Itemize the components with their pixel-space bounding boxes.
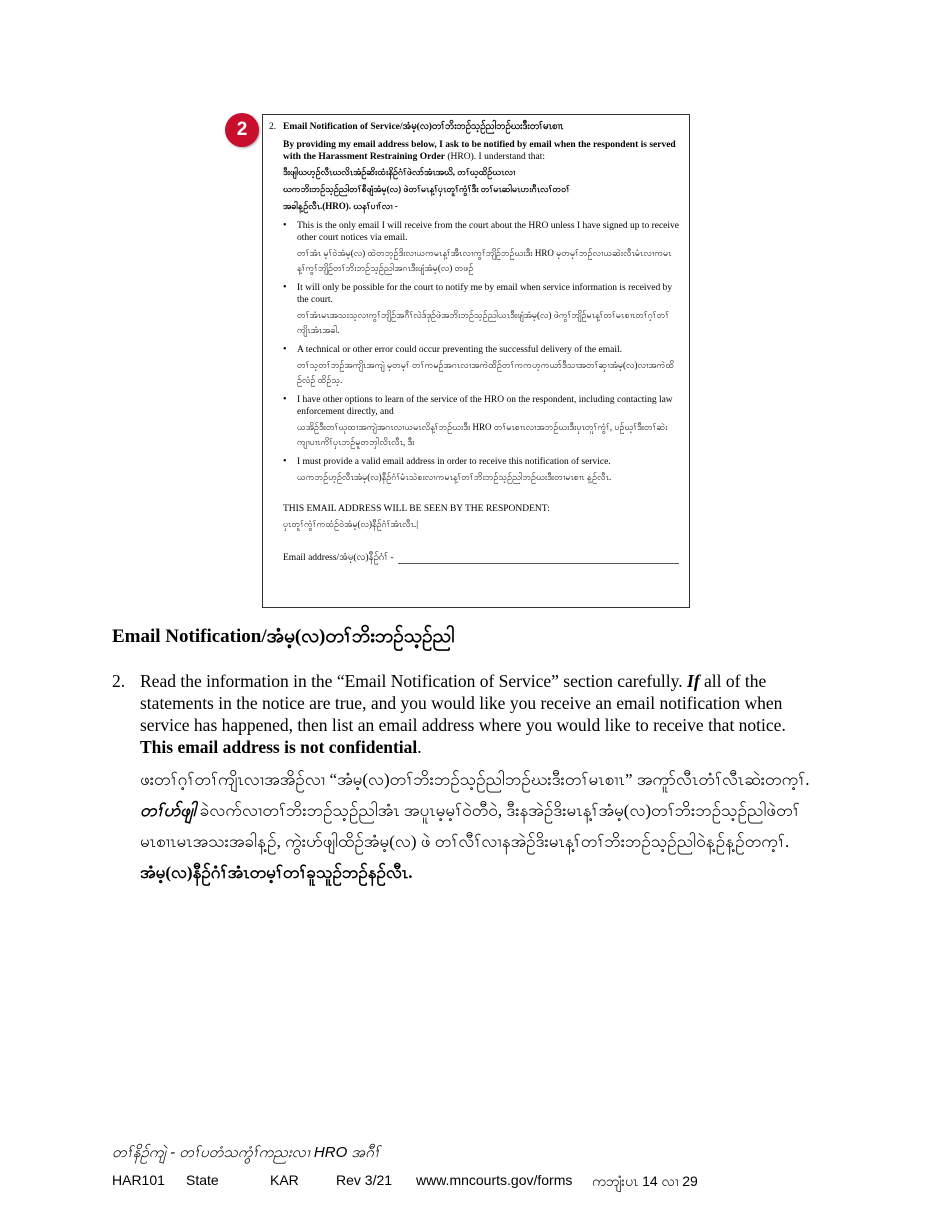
footer-form-code: HAR101 [112, 1172, 165, 1188]
form-heading: 2. Email Notification of Service/အံမ့(လ)တၢ်ဘိးဘဉ်သ့ဉ်ညါဘဉ်ဃးဒီးတၢ်မၤစၢၤ [269, 122, 564, 132]
step-badge: 2 [225, 113, 259, 147]
form-bullet: • I must provide a valid email address in order to receive this notification of service. ယကဘဉ်ဟ့ဉ်လီၤအံမ့(လ)နီဉ်ဂံၢ်မံၤသဲစးလၢကမၤန့ၢ်တၢ်ဘိးဘဉ်သ့ဉ်ညါဘဉ်ဃးဒီးတၢမၤစၢၤ န့ဉ်လီၤ. [297, 456, 679, 485]
footer-title: တၢ်နိဉ်ကျဲ - တၢ်ပတံသကွံၢ်ကညးလၢ HRO အဂီၢ် [112, 1144, 381, 1161]
instruction-karen: ဖးတၢ်ဂ့ၢ်တၢ်ကျိၤလၢအအိဉ်လၢ “အံမ့(လ)တၢ်ဘိးဘဉ်သ့ဉ်ညါဘဉ်ဃးဒီးတၢ်မၤစၢၤ” အကူာ်လီၤတံၢ်လီၤဆဲးတက့ၢ်. တၢ်ဟ်ဖျါ ခဲလက်လၢတၢ်ဘိးဘဉ်သ့ဉ်ညါအံၤ အပူၤမ့မ့ၢ်ဝဲတီဝဲ, ဒီးနအဲဉ်ဒိးမၤန့ၢ်အံမ့(လ)တၢ်ဘိးဘဉ်သ့ဉ်ညါဖဲတၢ်မၤစၢၤမၤအသးအခါန့ဉ်, ကွဲးဟ်ဖျါထိဉ်အံမ့(လ) ဖဲ တၢ်လီၢ်လၢနအဲဉ်ဒိးမၤန့ၢ်တၢ်ဘိးဘဉ်သ့ဉ်ညါဝဲန့ဉ်န့ဉ်တက့ၢ်. အံမ့(လ)နီဉ်ဂံၢ်အံၤတမ့ၢ်တၢ်ခူသူဉ်ဘဉ်နဉ်လီၤ. [140, 770, 810, 882]
instruction-item [112, 670, 812, 888]
form-intro: By providing my email address below, I ask to be notified by email when the respondent is served with the Harassment Restraining Order (HRO). I understand that: ဒီးဖျါဃဟ့ဉ်လီၤဃလိၤအံဉ်ဆိးထံးနိဉ်ဂံၢ်ဖဲလာ်အံၤအဃိ, တၢ်ဃ့ထိဉ်ဃၤလၢ ဃကဘိးဘဉ်သ့ဉ်ညါတၢ်စီဖျံအံမ့(လ) ဖဲတၢ်မၤန့ၢ်ပှၤတူၢ်ကွံၢ်ဒီး တၢ်မၤဆါမၤဟးဂီၤလၢ်တ၀ၢ် အခါန့ဉ်လီၤ.(HRO). ဃနၢ်ပၢၢ်လၢ - [283, 140, 676, 211]
email-address-field [283, 552, 679, 564]
form-bullet: • I have other options to learn of the service of the HRO on the respondent, including contacting law enforcement directly, and ယအိဉ်ဒီးတၢ်ဃုထၢအကျဲအဂၤလၢယမၤလိန့ၢ်ဘဉ်ဃးဒီး HRO တၢ်မၤစၢၤလၢအဘဉ်ဃးဒီးပှၤတူၢ်ကွံၢ်, ပဉ်ဃ့ၢ်ဒီးတၢ်ဆဲးကျၢပၢၤကိၢ်ပှၤဘဉ်မူတဘှါလိၤလီၤ, ဒီး [297, 394, 679, 450]
instruction-english: Read the information in the “Email Notification of Service” section carefully. If all of the statements in the notice are true, and you would like you receive an email notification when service has happened, then list an email address where you would like to receive that notice. This email address is not confidential. [140, 671, 786, 757]
footer [112, 1172, 698, 1193]
footer-state: State [186, 1172, 219, 1188]
email-address-line [398, 553, 679, 564]
email-address-label: Email address/အံမ့(လ)နီဉ်ဂံၢ် - [283, 553, 394, 563]
form-bullet: • A technical or other error could occur preventing the successful delivery of the email. တၢ်သ့တၢ်ဘဉ်အကျိၤအကျဲ မ့တမ့ၢ် တၢ်ကမဉ်အဂၤလၢအကဲထိဉ်တၢ်ကကဟ့ကယာ်ဒီသၢအတၢ်ဆှၢအံမ့(လ)လၢအကဲထိဉ်လံဉ် ထိဉ်သ့. [297, 344, 679, 388]
footer-revision: Rev 3/21 [336, 1172, 393, 1188]
item-number: 2. [112, 671, 126, 691]
form-bullet: • This is the only email I will receive from the court about the HRO unless I have signed up to receive other court notices via email. တၢ်အံၤ မ့ၢ်ဝဲအံမ့(လ) ထဲတဘ့ဉ်ဒိးလၢယကမၤန့ၢ်အီၤလၢကွၢ်ဘျိဉ်ဘဉ်ဃးဒီး HRO မ့တမ့ၢ်ဘဉ်လၢယဆဲးလီၤမံၤလၢကမၤန့ၢ်ကွၢ်ဘျိဉ်တၢ်ဘိးဘဉ်သ့ဉ်ညါအဂၤဒီးဖျံအံမ့(လ) တဖဉ် [297, 220, 679, 276]
form-bullet: • It will only be possible for the court to notify me by email when service information is received by the court. တၢ်အံၤမၤအသးသ့လၢကွၢ်ဘျိဉ်အဂီၢ်လဲဒ်ဒုဉ်ဖဲအဘိးဘဉ်သ့ဉ်ညါယၤဒီးဖျံအံမ့(လ) ဖဲကွၢ်ဘျိဉ်မၤန့ၢ်တၢ်မၤစၢၤတၢ်ဂ့ၢ်တၢ်ကျိၤအံၤအခါ. [297, 282, 679, 338]
form-warning: THIS EMAIL ADDRESS WILL BE SEEN BY THE RESPONDENT: ပှၤတူၢ်ကွံၢ်ကထံဉ်ဝဲအံမ့(လ)နီဉ်ဂံၢ်အံၤလီၤ.| [283, 504, 550, 529]
footer-url: www.mncourts.gov/forms [416, 1172, 573, 1188]
footer-page-number: ကဘျံးပၤ 14 လၢ 29 [592, 1173, 698, 1189]
footer-language: KAR [270, 1172, 299, 1188]
form-excerpt [262, 114, 690, 608]
section-heading: Email Notification/အံမ့(လ)တၢ်ဘိးဘဉ်သ့ဉ်ညါ [112, 626, 455, 647]
